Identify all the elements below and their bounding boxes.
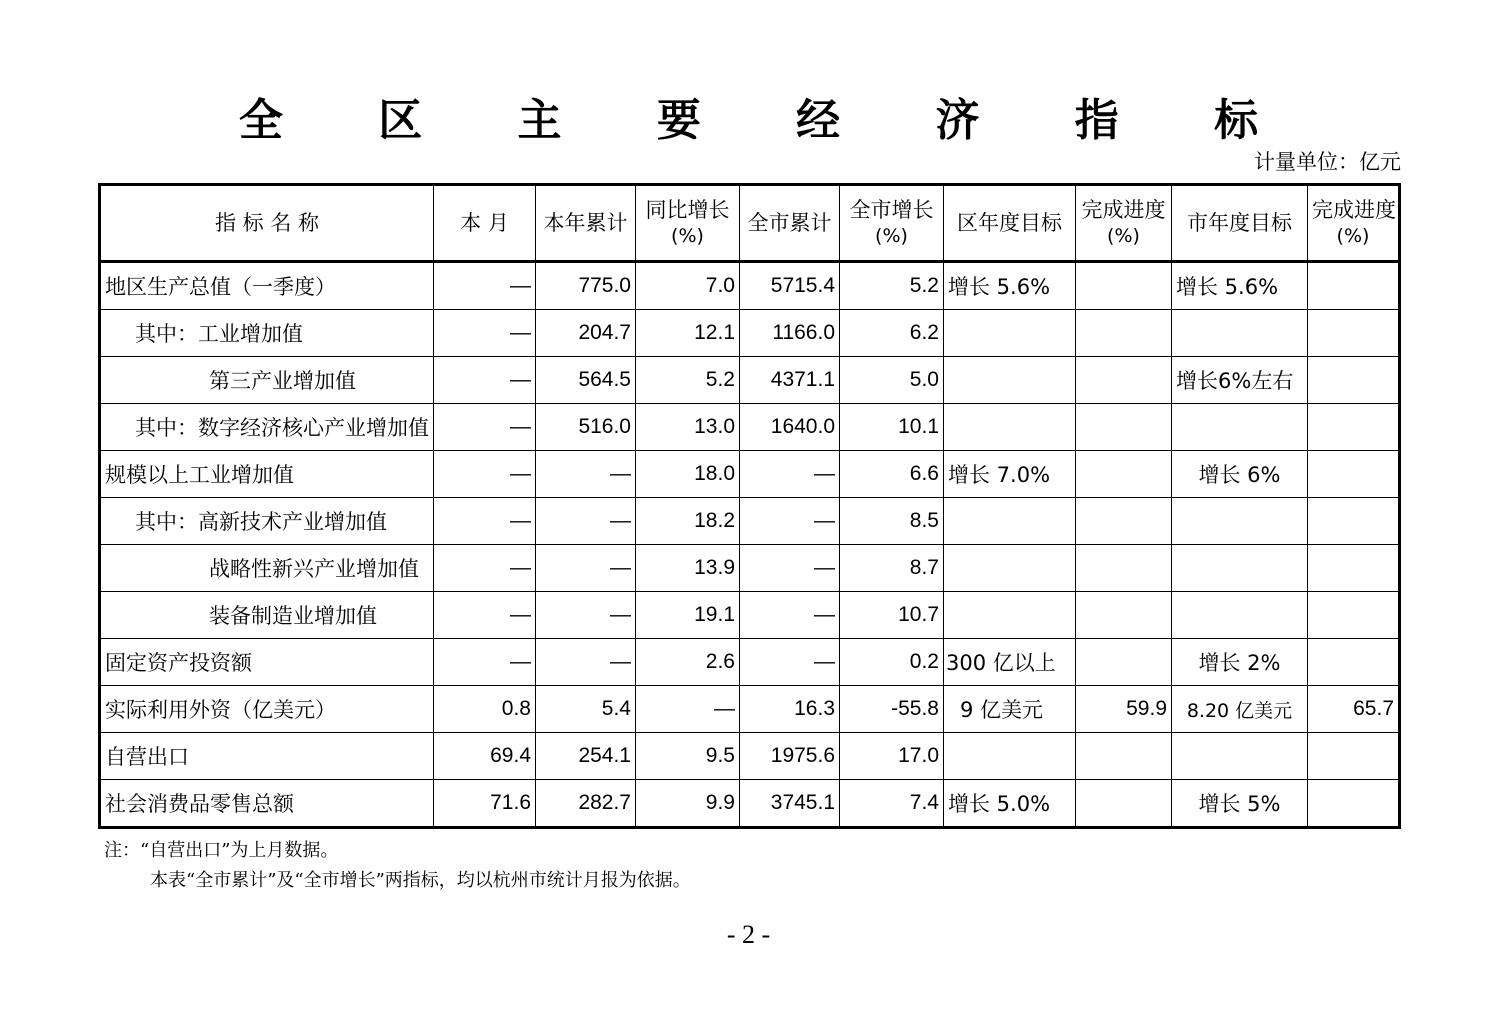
cell-month: — xyxy=(434,310,536,357)
cell-city-target xyxy=(1172,404,1308,451)
header-city-target: 市年度目标 xyxy=(1172,185,1308,262)
cell-progress-district xyxy=(1076,310,1172,357)
cell-month: — xyxy=(434,262,536,310)
cell-yoy: — xyxy=(636,686,740,733)
cell-city-ytd: 16.3 xyxy=(740,686,840,733)
cell-city-ytd: — xyxy=(740,592,840,639)
cell-district-target: 300 亿以上 xyxy=(944,639,1076,686)
cell-ytd: 516.0 xyxy=(536,404,636,451)
table-row xyxy=(100,357,1400,404)
cell-city-growth: 6.2 xyxy=(840,310,944,357)
cell-city-growth: 5.2 xyxy=(840,262,944,310)
cell-progress-city xyxy=(1308,733,1400,780)
cell-progress-district xyxy=(1076,545,1172,592)
cell-district-target: 增长 5.0% xyxy=(944,780,1076,828)
cell-ytd: — xyxy=(536,451,636,498)
header-city-growth-unit: (%) xyxy=(875,225,908,247)
cell-month: — xyxy=(434,592,536,639)
cell-yoy: 5.2 xyxy=(636,357,740,404)
table-row xyxy=(100,780,1400,828)
cell-city-growth: 8.5 xyxy=(840,498,944,545)
row-name: 其中：高新技术产业增加值 xyxy=(100,498,434,545)
cell-ytd: 282.7 xyxy=(536,780,636,828)
cell-city-growth: 17.0 xyxy=(840,733,944,780)
cell-progress-district xyxy=(1076,498,1172,545)
cell-progress-district xyxy=(1076,592,1172,639)
table-row xyxy=(100,262,1400,310)
row-name: 其中：数字经济核心产业增加值 xyxy=(100,404,434,451)
cell-district-target: 9 亿美元 xyxy=(944,686,1076,733)
cell-progress-city: 65.7 xyxy=(1308,686,1400,733)
footnote xyxy=(104,836,691,896)
cell-city-ytd: — xyxy=(740,498,840,545)
cell-yoy: 18.0 xyxy=(636,451,740,498)
cell-progress-city xyxy=(1308,310,1400,357)
cell-ytd: — xyxy=(536,639,636,686)
cell-progress-city xyxy=(1308,639,1400,686)
cell-city-target: 8.20 亿美元 xyxy=(1172,686,1308,733)
cell-progress-city xyxy=(1308,262,1400,310)
cell-city-target xyxy=(1172,310,1308,357)
cell-city-growth: 10.1 xyxy=(840,404,944,451)
cell-city-growth: 0.2 xyxy=(840,639,944,686)
row-name: 其中：工业增加值 xyxy=(100,310,434,357)
cell-district-target xyxy=(944,310,1076,357)
header-name: 指 标 名 称 xyxy=(100,185,434,262)
cell-progress-district xyxy=(1076,639,1172,686)
cell-progress-district xyxy=(1076,262,1172,310)
cell-district-target xyxy=(944,357,1076,404)
row-name: 战略性新兴产业增加值 xyxy=(100,545,434,592)
cell-yoy: 18.2 xyxy=(636,498,740,545)
cell-ytd: — xyxy=(536,545,636,592)
page-title: 全 区 主 要 经 济 指 标 xyxy=(238,95,1299,146)
cell-city-ytd: 4371.1 xyxy=(740,357,840,404)
cell-ytd: 254.1 xyxy=(536,733,636,780)
header-progress-city-label: 完成进度 xyxy=(1312,198,1396,222)
row-name: 实际利用外资（亿美元） xyxy=(100,686,434,733)
cell-city-growth: 6.6 xyxy=(840,451,944,498)
cell-city-target: 增长 5.6% xyxy=(1172,262,1308,310)
row-name: 第三产业增加值 xyxy=(100,357,434,404)
cell-progress-district xyxy=(1076,404,1172,451)
header-city-ytd: 全市累计 xyxy=(740,185,840,262)
cell-month: — xyxy=(434,639,536,686)
cell-district-target: 增长 7.0% xyxy=(944,451,1076,498)
cell-city-ytd: 1640.0 xyxy=(740,404,840,451)
cell-month: — xyxy=(434,404,536,451)
cell-city-target xyxy=(1172,733,1308,780)
cell-district-target xyxy=(944,404,1076,451)
header-progress-district-unit: (%) xyxy=(1107,225,1140,247)
cell-city-ytd: 3745.1 xyxy=(740,780,840,828)
cell-district-target xyxy=(944,498,1076,545)
cell-city-growth: -55.8 xyxy=(840,686,944,733)
footnote-line-2: 本表“全市累计”及“全市增长”两指标，均以杭州市统计月报为依据。 xyxy=(150,870,691,891)
header-yoy-label: 同比增长 xyxy=(645,198,730,222)
row-name: 装备制造业增加值 xyxy=(100,592,434,639)
cell-yoy: 13.9 xyxy=(636,545,740,592)
cell-month: — xyxy=(434,451,536,498)
row-name: 社会消费品零售总额 xyxy=(100,780,434,828)
table-row xyxy=(100,733,1400,780)
cell-progress-city xyxy=(1308,545,1400,592)
cell-ytd: — xyxy=(536,592,636,639)
cell-yoy: 7.0 xyxy=(636,262,740,310)
cell-ytd: 564.5 xyxy=(536,357,636,404)
header-yoy xyxy=(636,185,740,262)
cell-month: 69.4 xyxy=(434,733,536,780)
cell-district-target xyxy=(944,733,1076,780)
cell-progress-city xyxy=(1308,357,1400,404)
cell-city-ytd: 1975.6 xyxy=(740,733,840,780)
cell-ytd: 5.4 xyxy=(536,686,636,733)
table-row xyxy=(100,451,1400,498)
table-row xyxy=(100,686,1400,733)
header-progress-city xyxy=(1308,185,1400,262)
cell-month: — xyxy=(434,357,536,404)
cell-district-target: 增长 5.6% xyxy=(944,262,1076,310)
row-name: 地区生产总值（一季度） xyxy=(100,262,434,310)
cell-city-ytd: 5715.4 xyxy=(740,262,840,310)
cell-city-growth: 10.7 xyxy=(840,592,944,639)
cell-month: 0.8 xyxy=(434,686,536,733)
cell-city-target: 增长 6% xyxy=(1172,451,1308,498)
cell-progress-city xyxy=(1308,404,1400,451)
footnote-line-1: 注：“自营出口”为上月数据。 xyxy=(104,840,339,861)
header-progress-district-label: 完成进度 xyxy=(1081,198,1166,222)
cell-city-target xyxy=(1172,545,1308,592)
cell-month: — xyxy=(434,545,536,592)
cell-progress-district xyxy=(1076,451,1172,498)
cell-city-target xyxy=(1172,498,1308,545)
cell-city-target: 增长6%左右 xyxy=(1172,357,1308,404)
cell-city-target: 增长 5% xyxy=(1172,780,1308,828)
header-progress-city-unit: (%) xyxy=(1336,225,1370,247)
cell-city-ytd: — xyxy=(740,639,840,686)
cell-progress-district xyxy=(1076,357,1172,404)
cell-yoy: 19.1 xyxy=(636,592,740,639)
cell-progress-district xyxy=(1076,780,1172,828)
header-yoy-unit: (%) xyxy=(671,225,704,247)
table-header-row xyxy=(100,185,1400,262)
cell-city-ytd: — xyxy=(740,451,840,498)
cell-month: 71.6 xyxy=(434,780,536,828)
row-name: 固定资产投资额 xyxy=(100,639,434,686)
header-month: 本 月 xyxy=(434,185,536,262)
cell-progress-city xyxy=(1308,498,1400,545)
cell-city-growth: 7.4 xyxy=(840,780,944,828)
cell-yoy: 2.6 xyxy=(636,639,740,686)
cell-ytd: 775.0 xyxy=(536,262,636,310)
cell-month: — xyxy=(434,498,536,545)
unit-label: 计量单位：亿元 xyxy=(1254,150,1401,174)
header-progress-district xyxy=(1076,185,1172,262)
cell-progress-district: 59.9 xyxy=(1076,686,1172,733)
cell-city-target: 增长 2% xyxy=(1172,639,1308,686)
header-ytd: 本年累计 xyxy=(536,185,636,262)
header-city-growth-label: 全市增长 xyxy=(849,198,934,222)
cell-district-target xyxy=(944,545,1076,592)
cell-city-target xyxy=(1172,592,1308,639)
header-district-target: 区年度目标 xyxy=(944,185,1076,262)
table-row xyxy=(100,639,1400,686)
cell-progress-city xyxy=(1308,780,1400,828)
cell-yoy: 9.9 xyxy=(636,780,740,828)
table-row xyxy=(100,592,1400,639)
cell-yoy: 13.0 xyxy=(636,404,740,451)
cell-city-ytd: — xyxy=(740,545,840,592)
cell-ytd: — xyxy=(536,498,636,545)
cell-district-target xyxy=(944,592,1076,639)
cell-progress-district xyxy=(1076,733,1172,780)
header-city-growth xyxy=(840,185,944,262)
row-name: 规模以上工业增加值 xyxy=(100,451,434,498)
cell-yoy: 12.1 xyxy=(636,310,740,357)
row-name: 自营出口 xyxy=(100,733,434,780)
cell-ytd: 204.7 xyxy=(536,310,636,357)
cell-city-growth: 5.0 xyxy=(840,357,944,404)
table-row xyxy=(100,404,1400,451)
table-row xyxy=(100,310,1400,357)
cell-city-ytd: 1166.0 xyxy=(740,310,840,357)
cell-yoy: 9.5 xyxy=(636,733,740,780)
table-row xyxy=(100,545,1400,592)
cell-progress-city xyxy=(1308,451,1400,498)
cell-progress-city xyxy=(1308,592,1400,639)
table-row xyxy=(100,498,1400,545)
indicator-table xyxy=(98,183,1401,829)
cell-city-growth: 8.7 xyxy=(840,545,944,592)
page-number: - 2 - xyxy=(726,920,771,949)
